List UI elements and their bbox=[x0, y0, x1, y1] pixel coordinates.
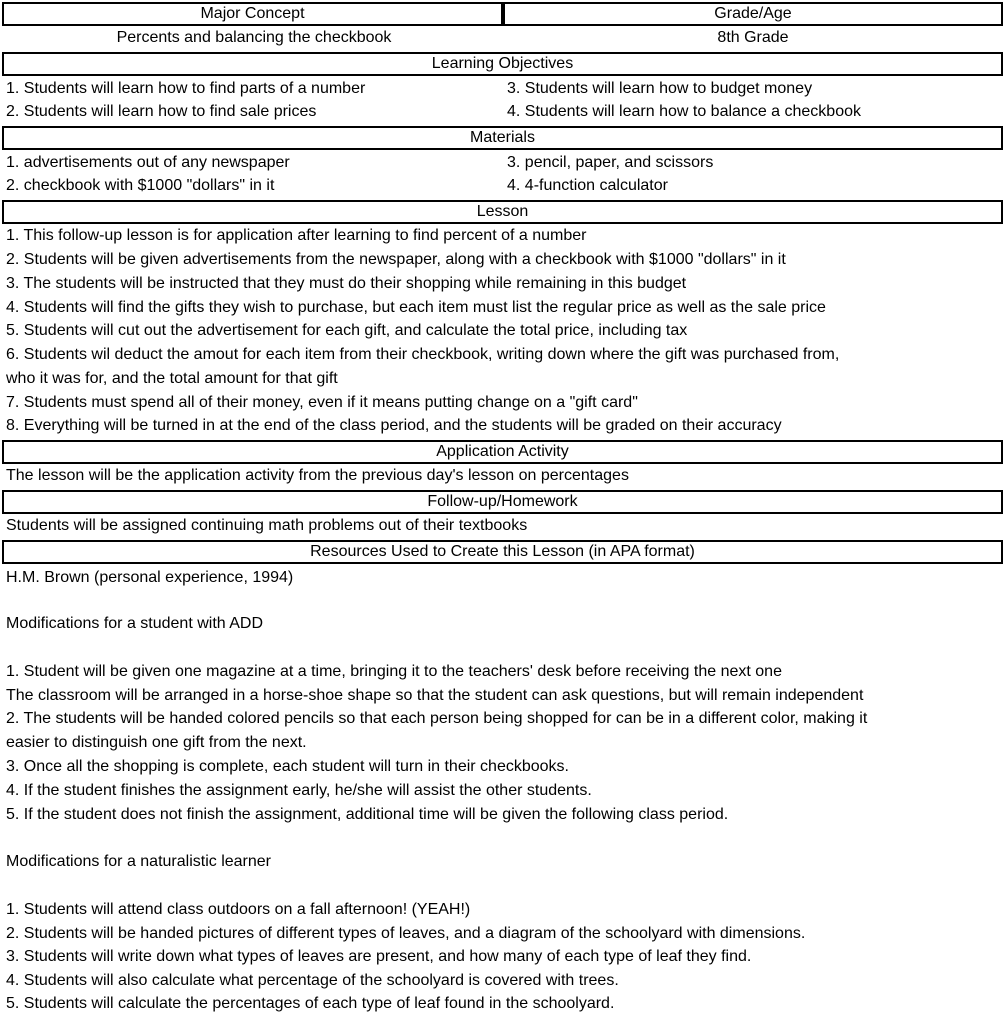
major-concept-label: Major Concept bbox=[200, 5, 305, 22]
application-activity-text: The lesson will be the application activity from the previous day's lesson on percentages bbox=[6, 467, 629, 484]
mods-naturalistic-title: Modifications for a naturalistic learner bbox=[6, 853, 272, 870]
resources-heading: Resources Used to Create this Lesson (in APA format) bbox=[2, 540, 1003, 564]
mods-add-line: 2. The students will be handed colored pencils so that each person being shopped for can be in a different color, making it bbox=[6, 710, 868, 727]
material-item: 1. advertisements out of any newspaper bbox=[6, 154, 290, 171]
mods-add-line: 4. If the student finishes the assignment early, he/she will assist the other students. bbox=[6, 782, 592, 799]
follow-up-heading: Follow-up/Homework bbox=[2, 490, 1003, 514]
major-concept-value: Percents and balancing the checkbook bbox=[116, 29, 392, 46]
major-concept-header bbox=[2, 2, 503, 26]
mods-add-line: 3. Once all the shopping is complete, each student will turn in their checkbooks. bbox=[6, 758, 569, 775]
objective-item: 1. Students will learn how to find parts of a number bbox=[6, 80, 366, 97]
grade-age-label: Grade/Age bbox=[714, 5, 792, 22]
mods-naturalistic-line: 2. Students will be handed pictures of different types of leaves, and a diagram of the schoolyard with dimensions. bbox=[6, 925, 806, 942]
material-item: 4. 4-function calculator bbox=[507, 177, 668, 194]
lesson-line: 4. Students will find the gifts they wish to purchase, but each item must list the regular price as well as the sale price bbox=[6, 299, 826, 316]
learning-objectives-heading: Learning Objectives bbox=[2, 52, 1003, 76]
material-item: 3. pencil, paper, and scissors bbox=[507, 154, 714, 171]
application-activity-heading: Application Activity bbox=[2, 440, 1003, 464]
lesson-line: 3. The students will be instructed that they must do their shopping while remaining in this budget bbox=[6, 275, 687, 292]
mods-naturalistic-line: 3. Students will write down what types of leaves are present, and how many of each type of leaf they find. bbox=[6, 948, 752, 965]
mods-naturalistic-line: 1. Students will attend class outdoors on a fall afternoon! (YEAH!) bbox=[6, 901, 471, 918]
lesson-line: 6. Students wil deduct the amout for each item from their checkbook, writing down where the gift was purchased from, bbox=[6, 346, 840, 363]
grade-age-header bbox=[503, 2, 1003, 26]
lesson-line: 8. Everything will be turned in at the end of the class period, and the students will be graded on their accuracy bbox=[6, 417, 782, 434]
mods-naturalistic-line: 4. Students will also calculate what percentage of the schoolyard is covered with trees. bbox=[6, 972, 619, 989]
follow-up-text: Students will be assigned continuing math problems out of their textbooks bbox=[6, 517, 528, 534]
mods-add-line: 5. If the student does not finish the assignment, additional time will be given the following class period. bbox=[6, 806, 729, 823]
mods-add-title: Modifications for a student with ADD bbox=[6, 615, 264, 632]
objective-item: 4. Students will learn how to balance a checkbook bbox=[507, 103, 861, 120]
objective-item: 3. Students will learn how to budget money bbox=[507, 80, 813, 97]
lesson-line: 7. Students must spend all of their money, even if it means putting change on a "gift card" bbox=[6, 394, 638, 411]
mods-add-line: The classroom will be arranged in a horse-shoe shape so that the student can ask questions, but will remain independent bbox=[6, 687, 864, 704]
material-item: 2. checkbook with $1000 "dollars" in it bbox=[6, 177, 275, 194]
lesson-line: who it was for, and the total amount for that gift bbox=[6, 370, 338, 387]
mods-naturalistic-line: 5. Students will calculate the percentages of each type of leaf found in the schoolyard. bbox=[6, 995, 615, 1012]
lesson-line: 2. Students will be given advertisements from the newspaper, along with a checkbook with $1000 "dollars" in it bbox=[6, 251, 786, 268]
resources-text: H.M. Brown (personal experience, 1994) bbox=[6, 569, 294, 586]
lesson-line: 1. This follow-up lesson is for application after learning to find percent of a number bbox=[6, 227, 587, 244]
lesson-heading: Lesson bbox=[2, 200, 1003, 224]
objective-item: 2. Students will learn how to find sale prices bbox=[6, 103, 317, 120]
lesson-line: 5. Students will cut out the advertisement for each gift, and calculate the total price, including tax bbox=[6, 322, 688, 339]
grade-age-value: 8th Grade bbox=[717, 29, 789, 46]
materials-heading: Materials bbox=[2, 126, 1003, 150]
mods-add-line: easier to distinguish one gift from the next. bbox=[6, 734, 307, 751]
mods-add-line: 1. Student will be given one magazine at a time, bringing it to the teachers' desk before receiving the next one bbox=[6, 663, 782, 680]
